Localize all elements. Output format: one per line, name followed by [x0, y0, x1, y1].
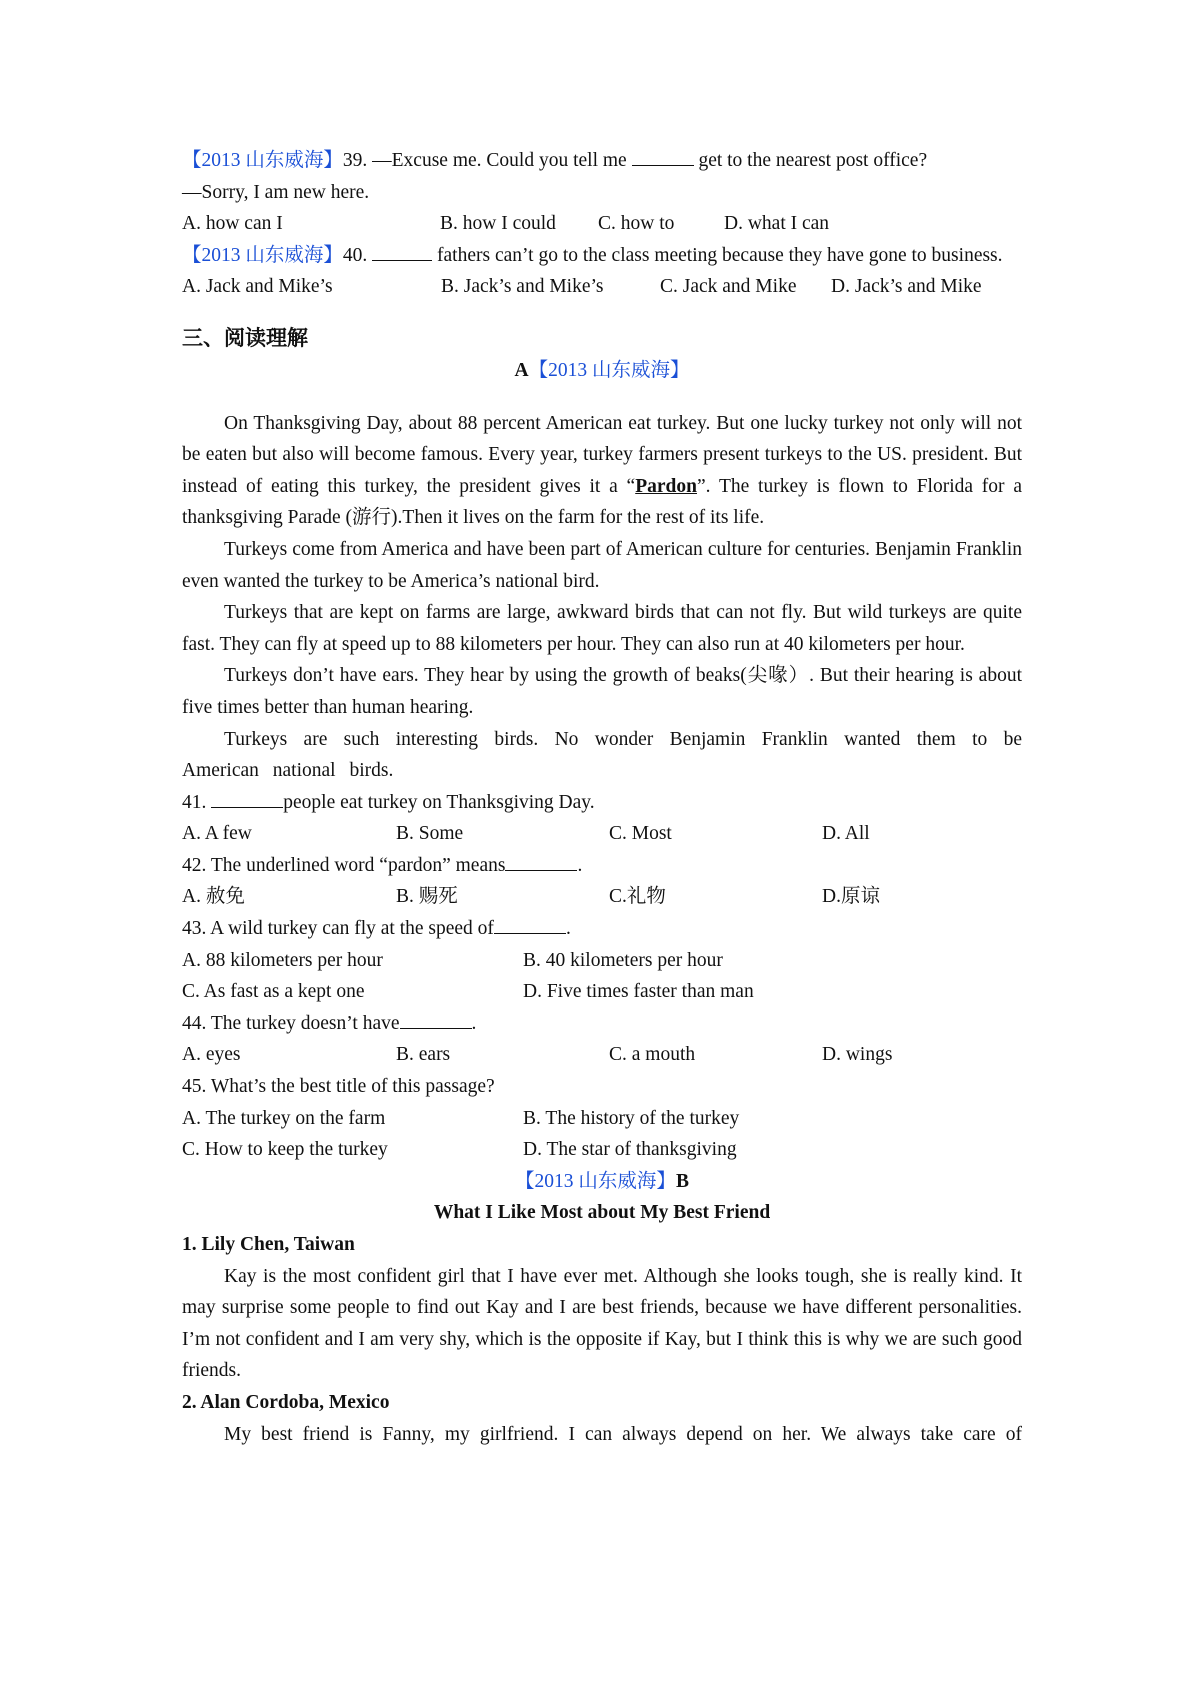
answer-blank: [505, 850, 577, 871]
answer-blank: [400, 1008, 472, 1029]
source-tag: 【2013 山东威海】: [528, 359, 690, 381]
question-stem: 43. A wild turkey can fly at the speed of: [182, 918, 494, 940]
option-a: A. The turkey on the farm: [182, 1107, 386, 1129]
part-a-heading: [182, 355, 1022, 387]
question-44-options: [182, 1039, 1022, 1071]
question-stem: 44. The turkey doesn’t have: [182, 1012, 400, 1034]
option-a: A. A few: [182, 823, 252, 845]
option-c: C. As fast as a kept one: [182, 981, 365, 1003]
question-stem: people eat turkey on Thanksgiving Day.: [283, 791, 595, 813]
option-a: A. 88 kilometers per hour: [182, 949, 383, 971]
question-43-options-row-1: [182, 945, 1022, 977]
part-b-heading: [182, 1166, 1022, 1198]
question-45-options-row-2: [182, 1134, 1022, 1166]
answer-blank: [372, 240, 432, 261]
underlined-word: Pardon: [635, 475, 697, 497]
passage-b-title: What I Like Most about My Best Friend: [433, 1202, 771, 1224]
option-b: B. how I could: [440, 213, 556, 235]
option-b: B. Some: [396, 823, 464, 845]
question-stem-end: .: [471, 1012, 477, 1034]
option-c: C. how to: [598, 213, 675, 235]
question-39-options: [182, 208, 1022, 240]
part-letter: A: [514, 359, 529, 381]
option-d: D. All: [822, 823, 870, 845]
source-tag: 【2013 山东威海】: [515, 1170, 676, 1192]
option-d: D. The star of thanksgiving: [523, 1139, 737, 1161]
option-c: C.礼物: [609, 886, 666, 908]
passage-b-item-1-text: Kay is the most confident girl that I have ever met. Although she looks tough, she is really kind. It may surprise some people to find out Kay and I are best friends, because we have different personalities. I’m not confident and I am very shy, which is the opposite if Kay, but I think this is why we are such good friends.: [182, 1265, 1022, 1382]
question-45: 45. What’s the best title of this passage?: [182, 1076, 495, 1098]
passage-a-paragraph-1: [182, 408, 1022, 534]
question-43: [182, 913, 1022, 945]
option-d: D. what I can: [724, 213, 830, 235]
question-stem-end: .: [565, 918, 571, 940]
question-39: [182, 145, 1022, 177]
passage-b-item-2-title: 2. Alan Cordoba, Mexico: [182, 1391, 390, 1413]
source-tag: 【2013 山东威海】: [182, 244, 343, 266]
question-45-options-row-1: [182, 1103, 1022, 1135]
question-stem: 39. —Excuse me. Could you tell me: [342, 150, 632, 171]
passage-b-item-1-title: 1. Lily Chen, Taiwan: [182, 1234, 355, 1255]
option-d: D. Five times faster than man: [523, 981, 754, 1003]
question-39-reply: —Sorry, I am new here.: [182, 181, 370, 203]
question-40-options: [182, 271, 1022, 303]
passage-a-paragraph-4: Turkeys don’t have ears. They hear by using the growth of beaks(尖喙）. But their hearing is about five times better than human hearing.: [182, 665, 1022, 718]
option-a: A. eyes: [182, 1044, 241, 1066]
option-c: C. a mouth: [609, 1044, 696, 1066]
question-43-options-row-2: [182, 976, 1022, 1008]
option-b: B. 赐死: [396, 886, 458, 908]
question-42: [182, 850, 1022, 882]
option-c: C. Jack and Mike: [660, 276, 797, 298]
option-b: B. Jack’s and Mike’s: [441, 276, 604, 298]
source-tag: 【2013 山东威海】: [182, 150, 343, 171]
question-44: [182, 1008, 1022, 1040]
option-d: D. wings: [822, 1044, 893, 1066]
option-a: A. how can I: [182, 213, 283, 235]
paragraph-text: On Thanksgiving Day, about 88 percent American eat turkey. But one lucky turkey not only will not be eaten but also will become famous. Every year, turkey farmers present turkeys to the US. president. But instead of eating this turkey, the president gives it a “: [182, 412, 1022, 497]
option-c: C. Most: [609, 823, 672, 845]
passage-b-item-2-text: My best friend is Fanny, my girlfriend. I can always depend on her. We always take care of: [224, 1423, 1022, 1445]
passage-a-paragraph-2: Turkeys come from America and have been part of American culture for centuries. Benjamin Franklin even wanted the turkey to be America’s national bird.: [182, 538, 1022, 592]
question-number: 40.: [342, 244, 373, 266]
part-letter: B: [675, 1170, 689, 1192]
question-stem-end: .: [577, 854, 583, 876]
option-a: A. 赦免: [182, 886, 245, 908]
option-a: A. Jack and Mike’s: [182, 276, 333, 298]
spacer: [182, 387, 1022, 408]
answer-blank: [632, 145, 694, 166]
option-b: B. ears: [396, 1044, 451, 1066]
section-title: 三、阅读理解: [182, 325, 308, 350]
question-stem: fathers can’t go to the class meeting because they have gone to business.: [432, 244, 1003, 266]
question-41: [182, 787, 1022, 819]
option-d: D.原谅: [822, 886, 880, 908]
option-b: B. The history of the turkey: [523, 1107, 740, 1129]
passage-a-paragraph-5: Turkeys are such interesting birds. No wonder Benjamin Franklin wanted them to be American national birds.: [182, 728, 1022, 782]
answer-blank: [211, 787, 283, 808]
option-c: C. How to keep the turkey: [182, 1139, 388, 1161]
question-42-options: [182, 881, 1022, 913]
question-number: 41.: [182, 791, 212, 813]
question-41-options: [182, 818, 1022, 850]
passage-a-paragraph-3: Turkeys that are kept on farms are large, awkward birds that can not fly. But wild turkeys are quite fast. They can fly at speed up to 88 kilometers per hour. They can also run at 40 kilometers per hour.: [182, 602, 1022, 655]
question-stem: 42. The underlined word “pardon” means: [182, 854, 506, 876]
question-40: [182, 240, 1022, 272]
option-d: D. Jack’s and Mike: [831, 276, 982, 298]
answer-blank: [494, 913, 566, 934]
question-stem-end: get to the nearest post office?: [693, 150, 928, 171]
paragraph-text: ”. The turkey is flown to Florida for a thanksgiving Parade (游行).Then it lives on the farm for the rest of its life.: [182, 475, 1022, 529]
option-b: B. 40 kilometers per hour: [523, 949, 723, 971]
worksheet-content: [182, 145, 1022, 1450]
